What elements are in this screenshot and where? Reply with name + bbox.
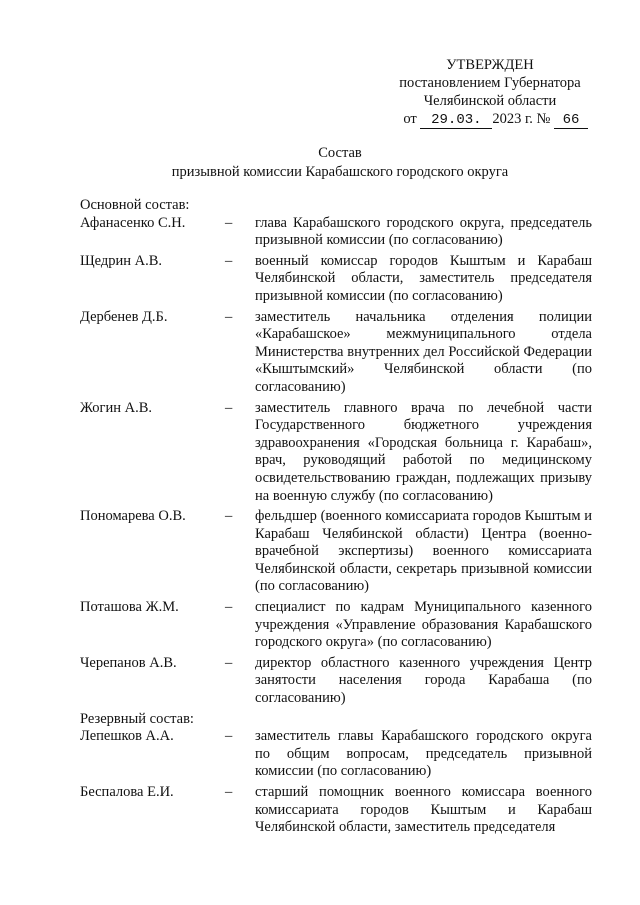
member-row (80, 784, 590, 837)
member-row (80, 599, 590, 652)
reserve-members-list (80, 728, 590, 837)
member-row (80, 400, 590, 506)
member-role: заместитель начальника отделения полиции «Карабашское» межмуниципального отдела Министерства внутренних дел Российской Федерации «Кыштымский» Челябинской области (по согласованию) (255, 308, 592, 395)
member-dash: – (225, 308, 233, 325)
member-dash: – (225, 784, 233, 800)
approval-number: 66 (554, 112, 588, 129)
approval-from-prefix: от (403, 111, 417, 127)
member-dash: – (225, 252, 233, 269)
title-line-1: Состав (318, 145, 362, 161)
member-name: Поташова Ж.М. (80, 599, 179, 616)
reserve-section-label: Резервный состав: (80, 710, 194, 727)
member-dash: – (225, 599, 233, 616)
member-dash: – (225, 728, 233, 745)
member-row (80, 253, 590, 306)
approval-year: 2023 г. № (492, 111, 551, 127)
member-role: заместитель главы Карабашского городского округа по общим вопросам, председатель призывной комиссии (по согласованию) (255, 728, 592, 780)
member-row (80, 655, 590, 708)
member-role: военный комиссар городов Кыштым и Карабаш Челябинской области, заместитель председателя призывной комиссии (по согласованию) (255, 252, 592, 304)
approval-date-line (380, 110, 600, 129)
main-members-list (80, 215, 590, 708)
member-dash: – (225, 508, 233, 525)
document-title (80, 144, 600, 182)
member-name: Жогин А.В. (80, 399, 152, 416)
member-role: фельдшер (военного комиссариата городов Кыштым и Карабаш Челябинской области) Центра (военно-врачебной экспертизы) военного комиссариата Челябинской области, секретарь призывной комиссии (по согласованию) (255, 508, 592, 595)
member-row (80, 728, 590, 781)
member-role: директор областного казенного учреждения Центр занятости населения города Карабаша (по согласованию) (255, 654, 592, 707)
member-name: Щедрин А.В. (80, 252, 163, 269)
member-row (80, 215, 590, 250)
approval-line-2: Челябинской области (423, 93, 557, 109)
commission-list (80, 197, 590, 840)
member-role: старший помощник военного комиссара военного комиссариата городов Кыштым и Карабаш Челябинской области, заместитель председателя (255, 784, 592, 836)
member-name: Дербенев Д.Б. (80, 308, 168, 325)
member-name: Лепешков А.А. (80, 728, 174, 745)
approval-status: УТВЕРЖДЕН (446, 57, 534, 73)
member-name: Беспалова Е.И. (80, 784, 174, 800)
member-row (80, 309, 590, 397)
member-role: глава Карабашского городского округа, председатель призывной комиссии (по согласованию) (255, 214, 592, 249)
member-dash: – (225, 399, 233, 416)
member-name: Черепанов А.В. (80, 654, 177, 671)
approval-stamp (380, 56, 600, 129)
member-dash: – (225, 214, 233, 231)
member-name: Афанасенко С.Н. (80, 214, 186, 231)
approval-line-1: постановлением Губернатора (399, 75, 581, 91)
member-role: заместитель главного врача по лечебной части Государственного бюджетного учреждения здравоохранения «Городская больница г. Карабаш», врач, руководящий работой по медицинскому освидетельствованию граждан, подлежащих призыву на военную службу (по согласованию) (255, 399, 592, 504)
main-section-label: Основной состав: (80, 197, 190, 213)
approval-date: 29.03. (420, 112, 492, 129)
member-dash: – (225, 654, 233, 671)
member-row (80, 508, 590, 596)
title-line-2: призывной комиссии Карабашского городского округа (171, 164, 509, 180)
member-role: специалист по кадрам Муниципального казенного учреждения «Управление образования Карабашского городского округа» (по согласованию) (255, 599, 592, 651)
member-name: Пономарева О.В. (80, 508, 186, 525)
